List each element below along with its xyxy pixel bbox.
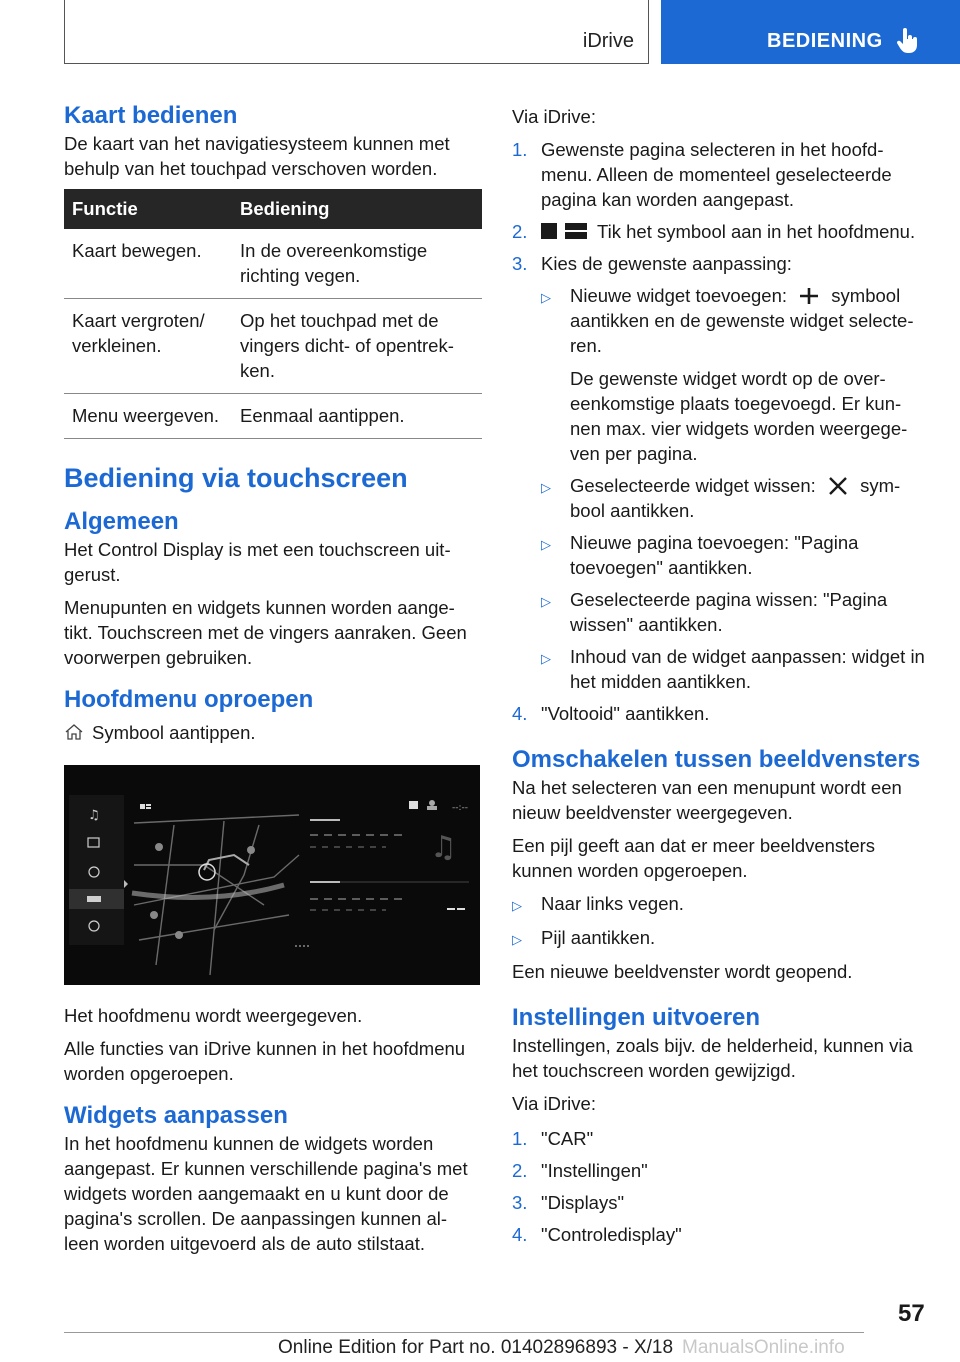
plus-icon (798, 287, 820, 305)
switch-paragraph-3: Een nieuwe beeldvenster wordt geopend. (512, 961, 853, 983)
switch-paragraph-2: Een pijl geeft aan dat er meer beeldvensters kunnen worden opgeroepen. (512, 835, 876, 882)
list-item (512, 1126, 932, 1151)
list-item (541, 644, 932, 694)
list-item (512, 701, 932, 726)
triangle-bullet-icon: ▷ (541, 290, 551, 305)
step-text-wrap (541, 219, 915, 244)
edit-widgets-icon (541, 222, 589, 240)
watermark: ManualsOnline.info (682, 1337, 845, 1358)
hand-pointer-icon (897, 28, 919, 54)
section-heading-algemeen: Algemeen (64, 508, 179, 536)
step-number: 3. (512, 1192, 528, 1214)
svg-text:♫: ♫ (430, 829, 457, 865)
settings-paragraph: Instellingen, zoals bijv. de helderheid, kunnen via het touchscreen worden gewijzigd. (512, 1035, 913, 1082)
list-item (512, 219, 932, 244)
right-column (512, 100, 932, 1254)
list-item (512, 891, 932, 918)
table-cell: Menu weergeven. (64, 394, 232, 439)
list-item (512, 1190, 932, 1215)
sub-text: Geselecteerde pagina wissen: "Pagina wissen" aantikken. (570, 589, 888, 635)
control-display-graphic (64, 765, 480, 985)
control-display-screenshot (64, 765, 480, 985)
step-text: "CAR" (541, 1128, 594, 1150)
list-item (512, 137, 932, 212)
list-item (512, 1158, 932, 1183)
sub-note: De gewenste widget wordt op de over- eenkomstige plaats toegevoegd. Er kun- nen max. vier widgets worden weergege- ven per pagina. (570, 368, 908, 464)
step-text: Gewenste pagina selecteren in het hoofd- menu. Alleen de momenteel geselecteerde pagina kan worden aangepast. (541, 139, 892, 210)
chapter-heading-touchscreen: Bediening via touchscreen (64, 463, 408, 494)
step-text: Kies de gewenste aanpassing: (541, 253, 792, 274)
step-number: 4. (512, 703, 528, 724)
widgets-paragraph: In het hoofdmenu kunnen de widgets worden aangepast. Er kunnen verschillende pagina's met widgets worden aangemaakt en u kunt door de pagina's scrollen. De aanpassingen kunnen al- leen worden uitgevoerd als de auto stilstaat. (64, 1132, 468, 1254)
kaart-table (64, 189, 482, 439)
footer-divider (64, 1332, 864, 1333)
algemeen-paragraph-2: Menupunten en widgets kunnen worden aange- tikt. Touchscreen met de vingers aanraken. Geen voorwerpen gebruiken. (64, 597, 467, 669)
step-text: "Controledisplay" (541, 1224, 682, 1246)
step-text: Tik het symbool aan in het hoofdmenu. (597, 221, 916, 242)
step-number: 1. (512, 139, 528, 160)
via-idrive-label: Via iDrive: (512, 106, 596, 127)
list-item (541, 473, 932, 523)
step-text: "Instellingen" (541, 1160, 648, 1182)
algemeen-paragraph-1: Het Control Display is met een touchscreen uit- gerust. (64, 539, 451, 586)
sub-text: symbool aantikken en de gewenste widget selecte- ren. (570, 285, 914, 356)
hoofdmenu-instruction (64, 720, 482, 745)
list-item (541, 283, 932, 466)
widget-steps-list (512, 137, 932, 726)
screen-time: --:-- (452, 802, 469, 813)
step-text: "Displays" (541, 1192, 625, 1214)
chapter-title: iDrive (582, 30, 634, 52)
table-cell: Kaart vergroten/ verkleinen. (64, 299, 232, 394)
section-heading-kaart: Kaart bedienen (64, 102, 238, 129)
sub-text: Nieuwe widget toevoegen: (570, 285, 788, 306)
list-item (512, 925, 932, 952)
edition-note: Online Edition for Part no. 01402896893 - X/18 (278, 1337, 674, 1358)
table-cell: In de overeenkomstige richting vegen. (232, 229, 482, 299)
after-paragraph-2: Alle functies van iDrive kunnen in het hoofdmenu worden opgeroepen. (64, 1037, 466, 1084)
home-icon (64, 723, 84, 741)
sub-text: Geselecteerde widget wissen: (570, 475, 816, 496)
triangle-bullet-icon: ▷ (541, 537, 551, 552)
close-icon (827, 477, 849, 495)
triangle-bullet-icon: ▷ (512, 898, 522, 914)
step-number: 4. (512, 1224, 528, 1246)
table-row (64, 299, 482, 394)
settings-steps-list (512, 1126, 932, 1247)
table-cell: Kaart bewegen. (64, 229, 232, 299)
page-number: 57 (898, 1300, 925, 1327)
sub-text-wrap (570, 473, 932, 523)
step-number: 2. (512, 221, 528, 242)
left-column (64, 100, 482, 1264)
switch-bullets (512, 891, 932, 952)
adjust-options-list (541, 283, 932, 694)
kaart-intro: De kaart van het navigatiesysteem kunnen met behulp van het touchpad verschoven worden. (64, 133, 450, 180)
step-number: 2. (512, 1160, 528, 1182)
table-cell: Eenmaal aantippen. (232, 394, 482, 439)
triangle-bullet-icon: ▷ (512, 932, 522, 948)
list-item (541, 530, 932, 580)
sub-text: sym- bool aantikken. (570, 475, 901, 521)
header-chapter-box (64, 0, 649, 64)
bullet-text: Naar links vegen. (541, 893, 684, 915)
triangle-bullet-icon: ▷ (541, 594, 551, 609)
table-row (64, 229, 482, 299)
step-text: "Voltooid" aantikken. (541, 703, 710, 724)
section-heading-hoofdmenu: Hoofdmenu oproepen (64, 686, 314, 714)
hoofdmenu-instruction-text: Symbool aantippen. (92, 721, 256, 743)
after-paragraph-1: Het hoofdmenu wordt weergegeven. (64, 1004, 363, 1026)
sub-text: Inhoud van de widget aanpassen: widget in het midden aantikken. (570, 646, 925, 692)
table-cell: Op het touchpad met de vingers dicht- of opentrek- ken. (232, 299, 482, 394)
step-number: 3. (512, 253, 528, 274)
table-header: Functie (64, 189, 232, 229)
triangle-bullet-icon: ▷ (541, 480, 551, 495)
list-item (541, 587, 932, 637)
bullet-text: Pijl aantikken. (541, 927, 656, 949)
triangle-bullet-icon: ▷ (541, 651, 551, 666)
header-section-box (661, 0, 960, 64)
list-item (512, 251, 932, 694)
step-number: 1. (512, 1128, 528, 1150)
switch-paragraph-1: Na het selecteren van een menupunt wordt een nieuw beeldvenster weergegeven. (512, 777, 902, 824)
table-row (64, 394, 482, 439)
settings-via: Via iDrive: (512, 1093, 596, 1115)
section-heading-switch: Omschakelen tussen beeldvensters (512, 746, 921, 773)
sub-text-wrap (570, 283, 932, 466)
section-heading-settings: Instellingen uitvoeren (512, 1004, 761, 1032)
sub-text: Nieuwe pagina toevoegen: "Pagina toevoegen" aantikken. (570, 532, 859, 578)
section-title: BEDIENING (767, 30, 883, 52)
section-heading-widgets: Widgets aanpassen (64, 1101, 288, 1129)
list-item (512, 1222, 932, 1247)
table-header: Bediening (232, 189, 482, 229)
svg-text:♫: ♫ (88, 807, 100, 823)
